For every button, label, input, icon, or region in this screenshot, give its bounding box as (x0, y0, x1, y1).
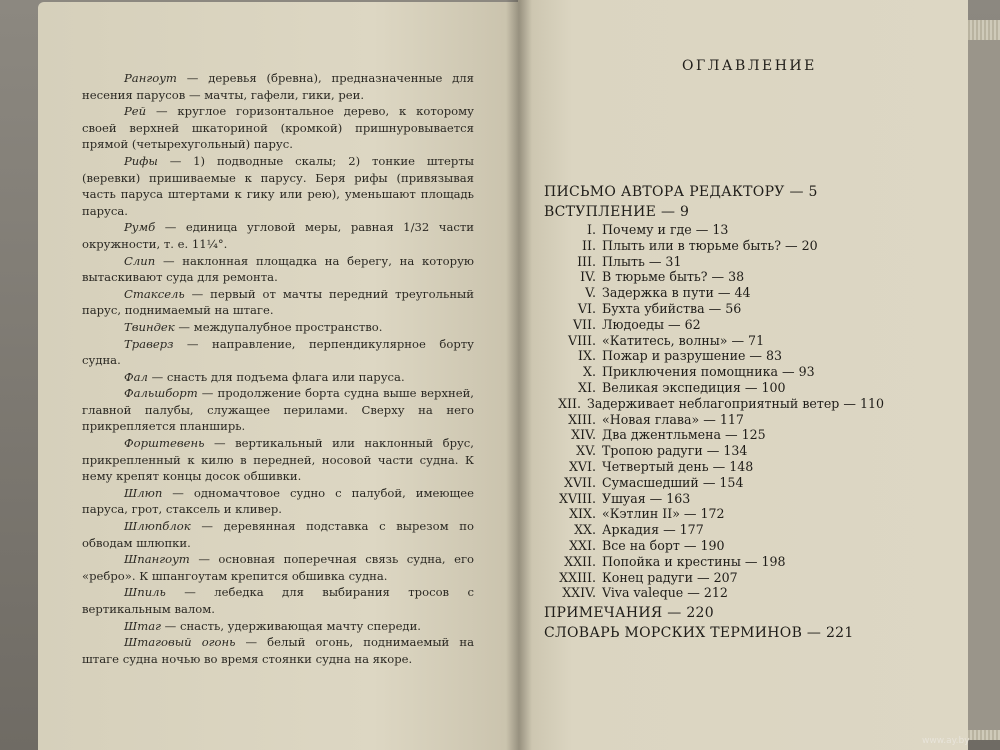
toc-chapter-row (544, 459, 884, 475)
glossary-entry (82, 435, 474, 485)
glossary-entry (82, 385, 474, 435)
toc-chapter-row (544, 348, 884, 364)
glossary-entry (82, 485, 474, 518)
chapter-title: Почему и где — 13 (602, 222, 729, 237)
glossary-definition: — белый огонь, поднимаемый на штаге судна ночью во время стоянки судна на якоре. (82, 635, 474, 666)
chapter-title: Плыть — 31 (602, 253, 682, 269)
chapter-title: Приключения помощника — 93 (602, 364, 815, 380)
glossary-definition: — снасть, удерживающая мачту спереди. (161, 618, 421, 633)
chapter-number: I. (587, 222, 596, 237)
chapter-title: Задерживает неблагоприятный ветер — 110 (587, 395, 884, 411)
chapter-number: XI. (578, 379, 596, 395)
toc-chapter-row (544, 427, 884, 443)
glossary-term: Штаг (124, 618, 161, 633)
toc-title: ОГЛАВЛЕНИЕ (682, 58, 817, 74)
toc-chapter-row (544, 238, 884, 254)
toc-chapter-row (544, 522, 884, 538)
glossary-definition: — круглое горизонтальное дерево, к которому своей верхней шкаториной (кромкой) пришнуровывается прямой (четырехугольный) парус. (82, 104, 474, 152)
glossary-entry (82, 618, 474, 635)
glossary-definition: — 1) подводные скалы; 2) тонкие штерты (веревки) пришиваемые к парусу. Беря рифы (привязывая часть паруса штертами к гику или рею), уменьшают площадь паруса. (82, 153, 474, 218)
chapter-title: Viva valeque — 212 (602, 585, 728, 601)
book-gutter (506, 0, 532, 750)
chapter-title: Людоеды — 62 (602, 316, 701, 332)
chapter-number: II. (582, 237, 596, 253)
chapter-number: IV. (580, 269, 596, 285)
chapter-number: XVI. (568, 458, 596, 474)
glossary-term: Форштевень (124, 436, 205, 451)
chapter-number: XIV. (571, 427, 596, 443)
chapter-title: Попойка и крестины — 198 (602, 553, 786, 569)
glossary-definition: — деревья (бревна), предназначенные для несения парусов — мачты, гафели, гики, реи. (82, 71, 474, 102)
toc-chapter-row (544, 380, 884, 396)
chapter-title: Великая экспедиция — 100 (602, 379, 786, 395)
glossary-term: Траверз (124, 336, 174, 351)
glossary-term: Шпангоут (124, 552, 190, 567)
chapter-title: Задержка в пути — 44 (602, 285, 751, 301)
glossary-term: Фал (124, 369, 148, 384)
glossary-entry (82, 286, 474, 319)
chapter-title: Плыть или в тюрьме быть? — 20 (602, 237, 818, 253)
glossary-term: Рей (124, 104, 147, 119)
toc-chapter-row (544, 538, 884, 554)
glossary-definition: — направление, перпендикулярное борту судна. (82, 336, 474, 368)
glossary-term: Румб (124, 220, 156, 235)
chapter-number: XVII. (563, 474, 596, 490)
glossary-definition: — наклонная площадка на берегу, на которую вытаскивают суда для ремонта. (82, 253, 474, 285)
glossary-definition: — единица угловой меры, равная 1/32 части окружности, т. е. 11¼°. (82, 220, 474, 251)
glossary-term: Стаксель (124, 286, 185, 301)
chapter-title: Аркадия — 177 (602, 522, 704, 538)
toc-chapter-row (544, 585, 884, 601)
toc-front-item: ПИСЬМО АВТОРА РЕДАКТОРУ — 5 (544, 184, 818, 200)
toc-front-item: ВСТУПЛЕНИЕ — 9 (544, 204, 690, 220)
toc-chapter-list (544, 222, 884, 601)
glossary-definition: — снасть для подъема флага или паруса. (147, 369, 405, 384)
chapter-number: XXI. (569, 537, 596, 553)
glossary-definition: — одномачтовое судно с палубой, имеющее паруса, грот, стаксель и кливер. (82, 485, 474, 517)
glossary-entry (82, 336, 474, 369)
chapter-title: Тропою радуги — 134 (602, 443, 748, 459)
glossary-term: Шпиль (124, 585, 166, 600)
glossary-definition: — междупалубное пространство. (174, 319, 383, 334)
glossary-definition: — лебедка для выбирания тросов с вертикальным валом. (82, 585, 474, 616)
glossary-definition: — основная поперечная связь судна, его «ребро». К шпангоутам крепится обшивка судна. (82, 552, 474, 583)
chapter-title: «Катитесь, волны» — 71 (602, 332, 765, 348)
toc-chapter-row (544, 285, 884, 301)
glossary-term: Рифы (124, 153, 158, 168)
chapter-number: XVIII. (559, 490, 596, 506)
toc-chapter-row (544, 554, 884, 570)
watermark-text: www.ay.by (922, 736, 970, 746)
toc-chapter-row (544, 333, 884, 349)
chapter-number: V. (585, 285, 596, 301)
toc-chapter-row (544, 396, 884, 412)
chapter-title: Конец радуги — 207 (602, 569, 738, 585)
glossary-term: Фальшборт (124, 386, 198, 401)
glossary-term: Штаговый огонь (124, 635, 236, 650)
glossary-entry (82, 551, 474, 584)
toc-chapter-row (544, 491, 884, 507)
chapter-number: IX. (578, 348, 596, 364)
toc-chapter-row (544, 443, 884, 459)
glossary-term: Шлюпблок (124, 519, 191, 534)
glossary-entry (82, 103, 474, 153)
toc-chapter-row (544, 364, 884, 380)
chapter-number: XIX. (569, 506, 596, 522)
glossary-term: Слип (124, 253, 156, 268)
glossary-entry (82, 153, 474, 219)
chapter-number: XXIV. (562, 585, 596, 601)
toc-chapter-row (544, 570, 884, 586)
chapter-title: Бухта убийства — 56 (602, 300, 742, 316)
chapter-title: «Кэтлин II» — 172 (602, 506, 725, 522)
chapter-number: VIII. (567, 332, 596, 348)
toc-chapter-row (544, 254, 884, 270)
glossary-definition: — первый от мачты передний треугольный парус, поднимаемый на штаге. (82, 286, 474, 318)
glossary-definition: — деревянная подставка с вырезом по обводам шлюпки. (82, 519, 474, 550)
chapter-number: XX. (574, 522, 596, 538)
glossary-entry (82, 518, 474, 551)
toc-chapter-row (544, 506, 884, 522)
glossary-term: Твиндек (124, 319, 175, 334)
glossary-list (82, 70, 474, 667)
chapter-number: XIII. (568, 411, 596, 427)
chapter-number: VII. (572, 316, 596, 332)
glossary-definition: — вертикальный или наклонный брус, прикрепленный к килю в передней, носовой части судна. К нему крепят концы досок обшивки. (82, 436, 474, 484)
toc-back-item: СЛОВАРЬ МОРСКИХ ТЕРМИНОВ — 221 (544, 625, 854, 642)
glossary-term: Шлюп (124, 485, 163, 500)
chapter-number: VI. (577, 300, 596, 316)
chapter-title: Четвертый день — 148 (602, 458, 754, 474)
chapter-title: В тюрьме быть? — 38 (602, 269, 745, 285)
glossary-entry (82, 634, 474, 667)
chapter-title: Сумасшедший — 154 (602, 474, 744, 490)
chapter-number: XV. (576, 443, 596, 459)
toc-chapter-row (544, 475, 884, 491)
chapter-title: «Новая глава» — 117 (602, 411, 744, 427)
chapter-title: Ушуая — 163 (602, 490, 691, 506)
glossary-entry (82, 253, 474, 286)
glossary-term: Рангоут (124, 71, 177, 85)
glossary-entry (82, 369, 474, 386)
glossary-entry (82, 70, 474, 103)
toc-chapter-row (544, 317, 884, 333)
glossary-entry (82, 319, 474, 336)
chapter-number: XXII. (564, 553, 596, 569)
toc-chapter-row (544, 222, 884, 238)
chapter-number: XXIII. (559, 569, 596, 585)
toc-chapter-row (544, 301, 884, 317)
chapter-number: III. (577, 253, 596, 269)
chapter-title: Пожар и разрушение — 83 (602, 348, 783, 364)
chapter-title: Два джентльмена — 125 (602, 427, 766, 443)
table-of-contents (544, 182, 884, 643)
chapter-number: XII. (558, 395, 582, 411)
chapter-number: X. (583, 364, 596, 380)
glossary-entry (82, 219, 474, 252)
toc-chapter-row (544, 269, 884, 285)
toc-chapter-row (544, 412, 884, 428)
glossary-definition: — продолжение борта судна выше верхней, главной палубы, служащее перилами. Сверху на него прикрепляется планширь. (82, 386, 474, 434)
toc-back-item: ПРИМЕЧАНИЯ — 220 (544, 605, 714, 622)
glossary-entry (82, 584, 474, 617)
chapter-title: Все на борт — 190 (602, 537, 725, 553)
